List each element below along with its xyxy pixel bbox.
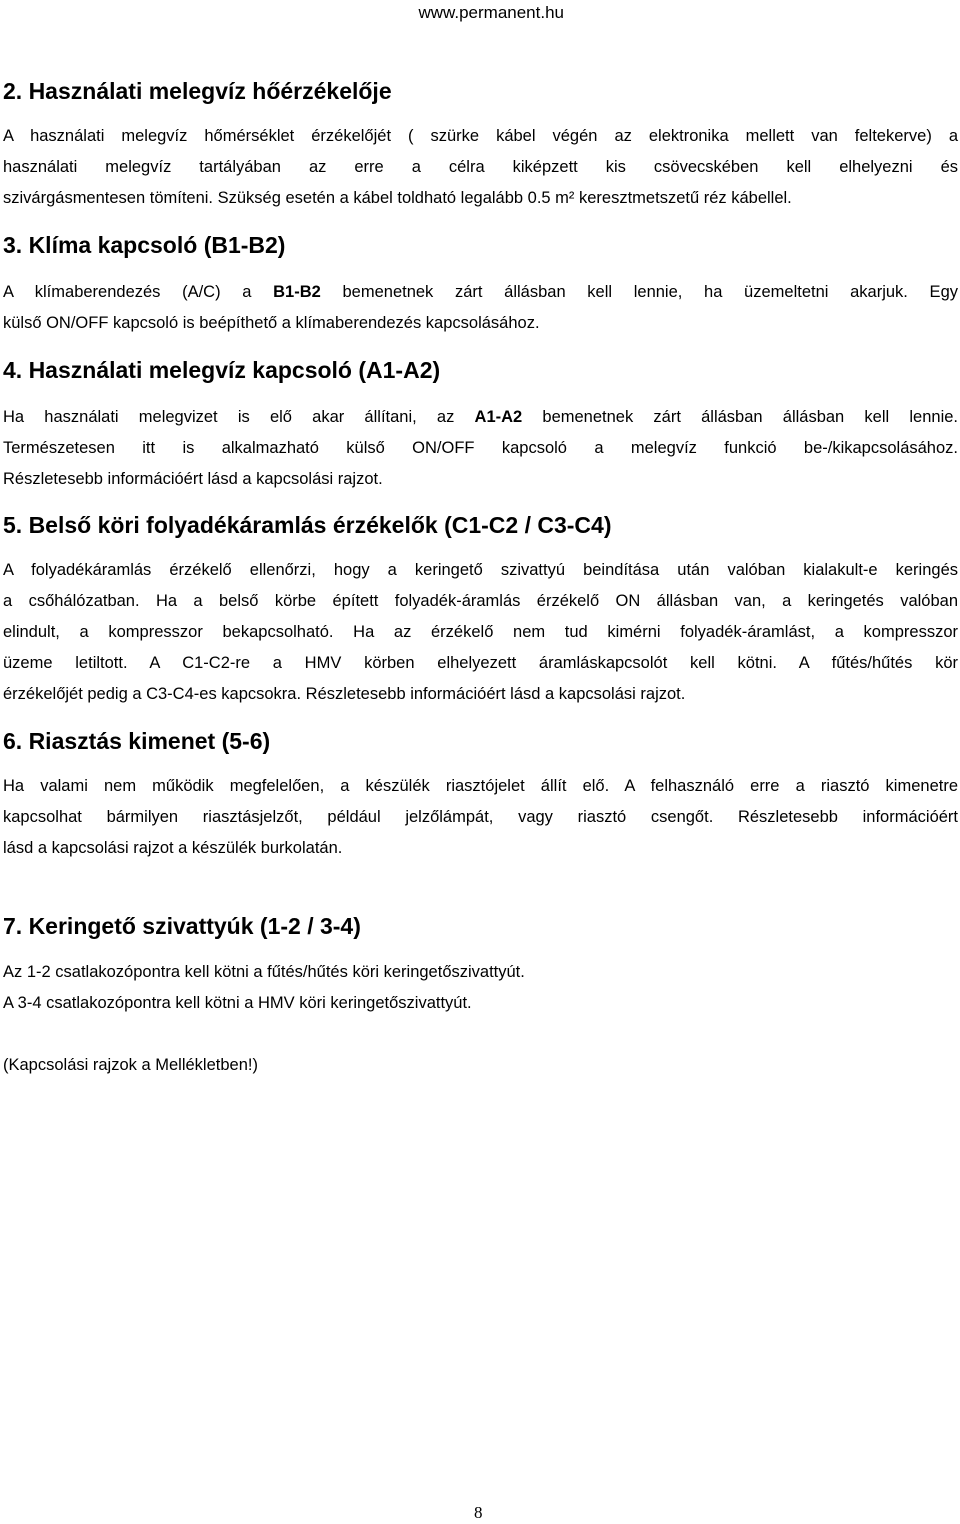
text-line <box>3 402 958 433</box>
section-5-heading: 5. Belső köri folyadékáramlás érzékelők (C1-C2 / C3-C4) <box>3 512 612 538</box>
section-3-paragraph <box>3 277 958 339</box>
text-line: külső ON/OFF kapcsoló is beépíthető a klímaberendezés kapcsolásához. <box>3 314 540 332</box>
text-line: szivárgásmentesen tömíteni. Szükség esetén a kábel toldható legalább 0.5 m² keresztmetszetű réz kábellel. <box>3 189 792 207</box>
section-3-heading: 3. Klíma kapcsoló (B1-B2) <box>3 232 286 258</box>
section-6-heading: 6. Riasztás kimenet (5-6) <box>3 728 271 754</box>
text-line: üzeme letiltott. A C1-C2-re a HMV körben elhelyezett áramláskapcsolót kell kötni. A fűtés/hűtés kör <box>3 654 958 672</box>
annex-note: (Kapcsolási rajzok a Mellékletben!) <box>3 1056 258 1074</box>
section-4-heading: 4. Használati melegvíz kapcsoló (A1-A2) <box>3 357 441 383</box>
text-line: Az 1-2 csatlakozópontra kell kötni a fűtés/hűtés köri keringetőszivattyút. <box>3 963 525 981</box>
text-line: kapcsolhat bármilyen riasztásjelzőt, például jelzőlámpát, vagy riasztó csengőt. Részletesebb információért <box>3 808 958 826</box>
section-2-heading: 2. Használati melegvíz hőérzékelője <box>3 78 392 104</box>
section-6-paragraph <box>3 771 958 864</box>
text-run: bemenetnek zárt állásban kell lennie, ha üzemeltetni akarjuk. Egy <box>320 283 958 301</box>
section-7-heading: 7. Keringető szivattyúk (1-2 / 3-4) <box>3 913 361 939</box>
section-5-paragraph <box>3 555 958 710</box>
text-run: Ha használati melegvizet is elő akar állítani, az <box>3 408 475 426</box>
text-line: A 3-4 csatlakozópontra kell kötni a HMV köri keringetőszivattyút. <box>3 994 472 1012</box>
section-7-paragraph <box>3 957 958 1019</box>
text-line: a csőhálózatban. Ha a belső körbe épített folyadék-áramlás érzékelő ON állásban van, a keringetés valóban <box>3 592 958 610</box>
text-line: Ha valami nem működik megfelelően, a készülék riasztójelet állít elő. A felhasználó erre a riasztó kimenetre <box>3 777 958 795</box>
text-line: lásd a kapcsolási rajzot a készülék burkolatán. <box>3 839 343 857</box>
terminal-label: B1-B2 <box>273 283 321 301</box>
text-line: A használati melegvíz hőmérséklet érzékelőjét ( szürke kábel végén az elektronika mellett van feltekerve) a <box>3 127 958 145</box>
text-run: bemenetnek zárt állásban állásban kell lennie. <box>522 408 958 426</box>
text-line: Részletesebb információért lásd a kapcsolási rajzot. <box>3 470 383 488</box>
text-line <box>3 277 958 308</box>
text-line: elindult, a kompresszor bekapcsolható. Ha az érzékelő nem tud kimérni folyadék-áramlást, a kompresszor <box>3 623 958 641</box>
page-number: 8 <box>474 1503 483 1522</box>
text-line: használati melegvíz tartályában az erre a célra kiképzett kis csövecskében kell elhelyezni és <box>3 158 958 176</box>
section-2-paragraph <box>3 121 958 214</box>
section-4-paragraph <box>3 402 958 495</box>
text-line: érzékelőjét pedig a C3-C4-es kapcsokra. Részletesebb információért lásd a kapcsolási rajzot. <box>3 685 686 703</box>
text-run: A klímaberendezés (A/C) a <box>3 283 274 301</box>
text-line: A folyadékáramlás érzékelő ellenőrzi, hogy a keringető szivattyú beindítása után valóban kialakult-e keringés <box>3 561 958 579</box>
text-line: Természetesen itt is alkalmazható külső ON/OFF kapcsoló a melegvíz funkció be-/kikapcsolásához. <box>3 439 958 457</box>
terminal-label: A1-A2 <box>474 408 523 426</box>
site-url: www.permanent.hu <box>418 3 564 22</box>
